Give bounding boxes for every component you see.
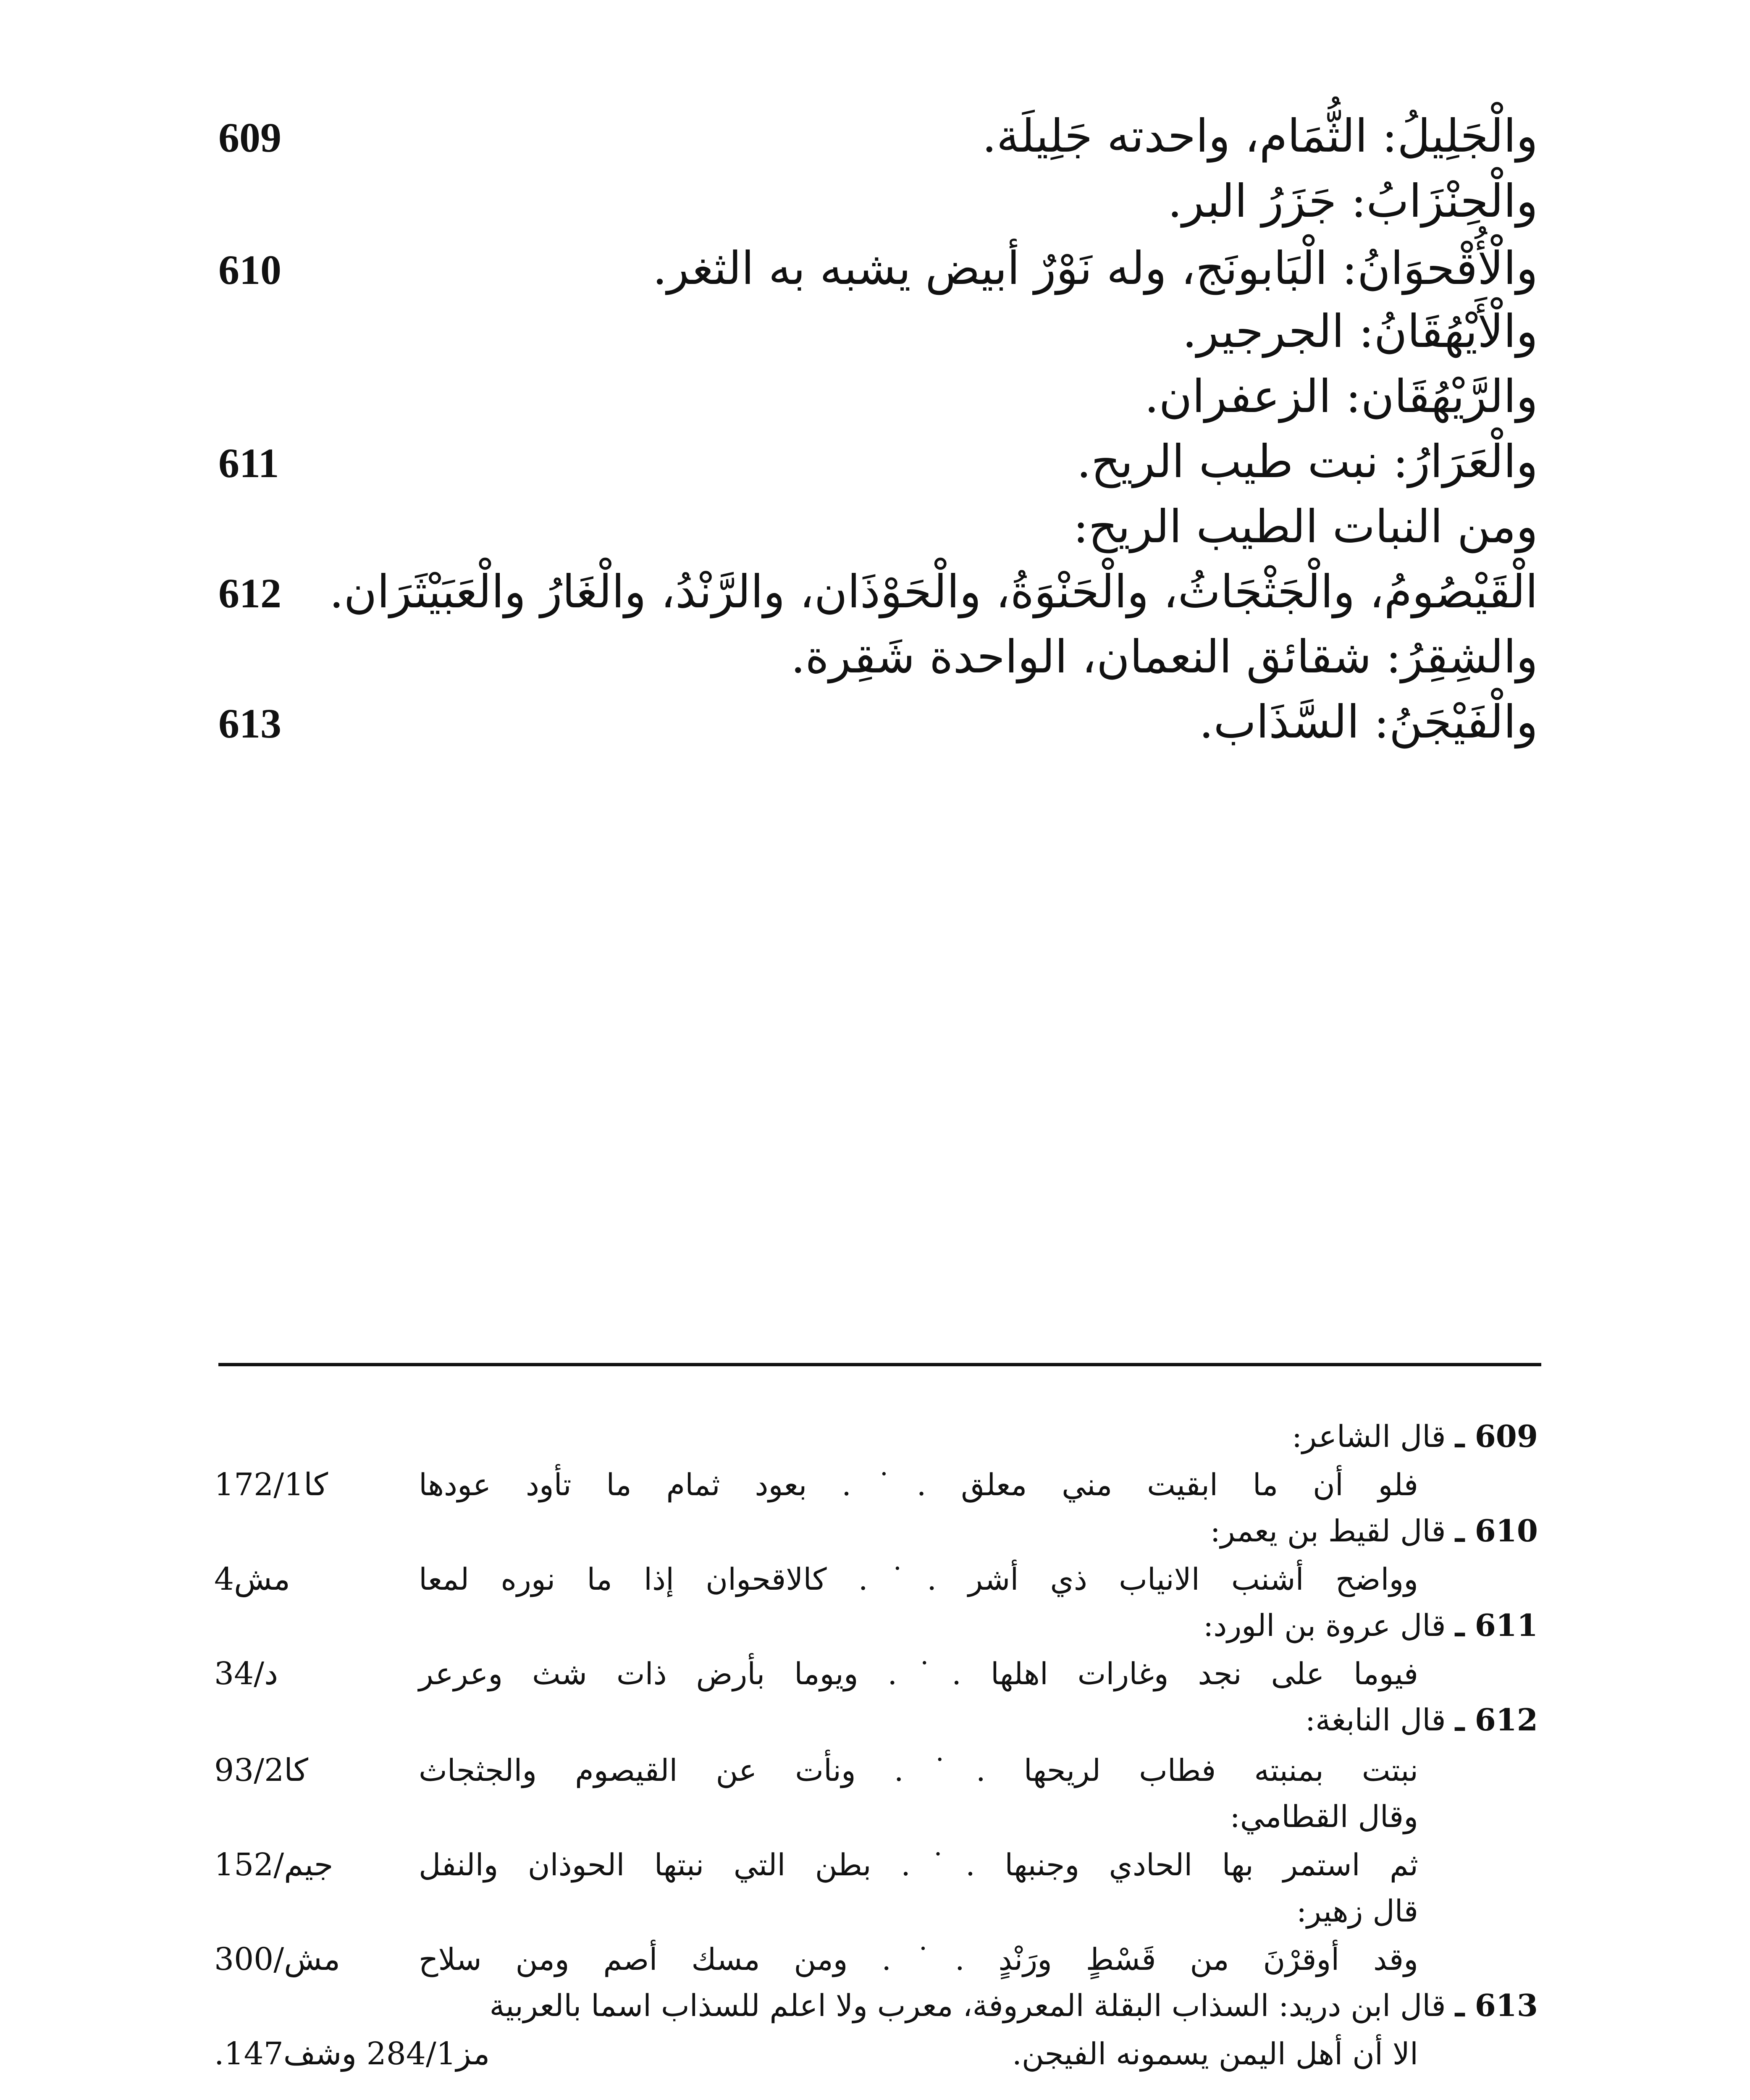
entry-number-609: 609 [218, 114, 281, 161]
footnote-612-source-3: مش/300 [214, 1941, 341, 1977]
footnote-divider [218, 1363, 1541, 1366]
footnote-number: 613 ـ [1455, 1987, 1538, 2023]
entry-number-611: 611 [218, 440, 279, 486]
footnote-613-continuation: الا أن أهل اليمن يسمونه الفيجن. [1012, 2036, 1418, 2071]
entry-number-610: 610 [218, 247, 281, 293]
footnote-612-heading [1305, 1699, 1538, 1741]
main-entry-6: والْعَرَارُ: نبت طيب الريح. [1076, 436, 1538, 488]
footnote-612-sub-intro-1: وقال القطامي: [1230, 1799, 1418, 1834]
footnote-number: 610 ـ [1455, 1513, 1538, 1549]
footnote-intro: قال لقيط بن يعمر: [1210, 1513, 1446, 1549]
footnote-intro: قال الشاعر: [1292, 1419, 1446, 1454]
footnote-number: 612 ـ [1455, 1702, 1538, 1738]
footnote-609-verse: فلو أن ما ابقيت مني معلق .˙. بعود ثمام ما تأود عودها [419, 1467, 1418, 1502]
main-entry-5: والرَّيْهُقَان: الزعفران. [1144, 370, 1538, 423]
main-entry-10: والْفَيْجَنُ: السَّذَاب. [1199, 696, 1538, 748]
footnote-intro: قال النابغة: [1305, 1702, 1446, 1738]
footnote-609-heading [1292, 1415, 1538, 1457]
main-entry-3: والْأُقْحوَانُ: الْبَابونَج، وله نَوْرٌ أبيض يشبه به الثغر. [652, 242, 1538, 295]
main-entry-4: والْأَيْهُقَانُ: الجرجير. [1182, 305, 1538, 358]
footnote-610-verse: وواضح أشنب الانياب ذي أشر .˙. كالاقحوان إذا ما نوره لمعا [419, 1562, 1418, 1597]
footnote-611-source: د/34 [214, 1656, 278, 1692]
footnote-intro: قال ابن دريد: السذاب البقلة المعروفة، معرب ولا اعلم للسذاب اسما بالعربية [489, 1988, 1446, 2023]
footnote-612-verse-2: ثم استمر بها الحادي وجنبها .˙. بطن التي نبتها الحوذان والنفل [419, 1847, 1418, 1882]
footnote-612-source-1: كا93/2 [214, 1752, 308, 1788]
footnote-611-verse: فيوما على نجد وغارات اهلها .˙. ويوما بأرض ذات شث وعرعر [419, 1656, 1418, 1691]
footnote-number: 609 ـ [1455, 1418, 1538, 1454]
entry-number-612: 612 [218, 570, 281, 617]
footnote-613-heading [490, 1984, 1538, 2026]
main-entry-7: ومن النبات الطيب الريح: [1073, 501, 1538, 553]
main-entry-9: والشِقِرُ: شقائق النعمان، الواحدة شَقِرة. [791, 631, 1538, 683]
footnote-612-verse-3: وقد أوقرْنَ من قَسْطٍ ورَنْدٍ .˙. ومن مسك أصم ومن سلاح [419, 1942, 1418, 1977]
footnote-610-heading [1210, 1510, 1538, 1552]
main-entry-8: الْقَيْصُومُ، والْجَثْجَاثُ، والْحَنْوَةُ، والْحَوْذَان، والرَّنْدُ، والْغَارُ والْعَبَيْثَرَان. [329, 566, 1538, 618]
main-entry-1: والْجَلِيلُ: الثُّمَام، واحدته جَلِيلَة. [982, 110, 1538, 163]
footnote-613-source: مز284/1 وشف147. [214, 2036, 490, 2072]
footnote-610-source: مش4 [214, 1561, 291, 1597]
footnote-612-source-2: جيم/152 [214, 1847, 333, 1883]
footnote-intro: قال عروة بن الورد: [1203, 1608, 1446, 1643]
footnote-612-sub-intro-2: قال زهير: [1296, 1893, 1418, 1929]
footnote-609-source: كا172/1 [214, 1467, 328, 1503]
main-entry-2: والْحِنْزَابُ: جَزَرُ البر. [1168, 175, 1538, 228]
footnote-number: 611 ـ [1455, 1607, 1538, 1643]
footnote-612-verse-1: نبتت بمنبته فطاب لريحها .˙. ونأت عن القيصوم والجثجاث [419, 1753, 1418, 1788]
footnote-611-heading [1203, 1604, 1538, 1646]
entry-number-613: 613 [218, 700, 281, 747]
